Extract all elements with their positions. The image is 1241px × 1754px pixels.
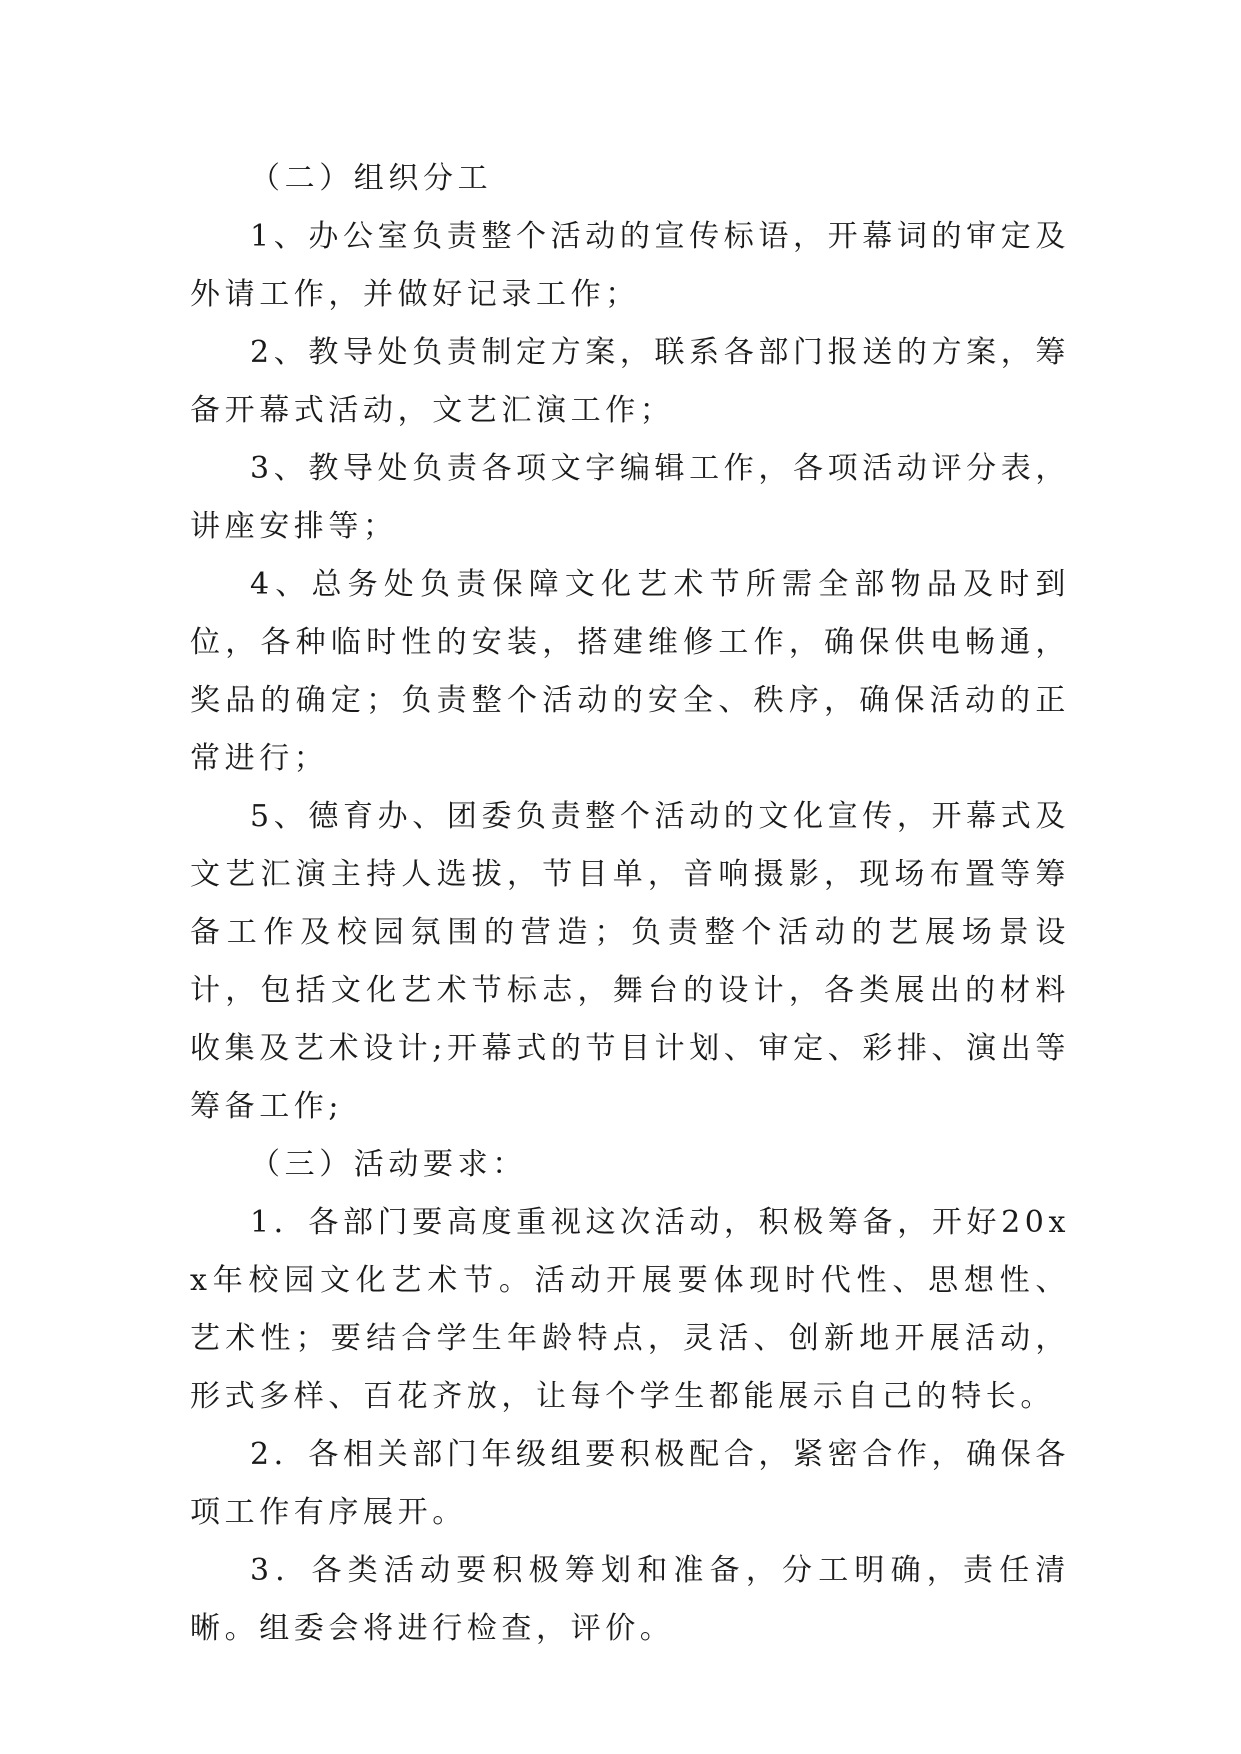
paragraph-requirement-1: 1．各部门要高度重视这次活动，积极筹备，开好20xx年校园文化艺术节。活动开展要体现时代性、思想性、艺术性；要结合学生年龄特点，灵活、创新地开展活动，形式多样、百花齐放，让每个学生都能展示自己的特长。 [190,1205,1070,1414]
paragraph-teaching-office-plan: 2、教导处负责制定方案，联系各部门报送的方案，筹备开幕式活动，文艺汇演工作； [190,335,1070,428]
paragraph-requirement-3: 3．各类活动要积极筹划和准备，分工明确，责任清晰。组委会将进行检查，评价。 [190,1553,1070,1646]
paragraph-requirement-2: 2．各相关部门年级组要积极配合，紧密合作，确保各项工作有序展开。 [190,1437,1070,1530]
paragraph-general-affairs: 4、总务处负责保障文化艺术节所需全部物品及时到位，各种临时性的安装，搭建维修工作，确保供电畅通，奖品的确定；负责整个活动的安全、秩序，确保活动的正常进行； [190,567,1070,776]
document-body [190,150,1070,1658]
paragraph-office-duty: 1、办公室负责整个活动的宣传标语，开幕词的审定及外请工作，并做好记录工作； [190,219,1070,312]
paragraph-moral-education: 5、德育办、团委负责整个活动的文化宣传，开幕式及文艺汇演主持人选拔，节目单，音响摄影，现场布置等筹备工作及校园氛围的营造；负责整个活动的艺展场景设计，包括文化艺术节标志，舞台的设计，各类展出的材料收集及艺术设计;开幕式的节目计划、审定、彩排、演出等筹备工作; [190,799,1070,1124]
section-heading-organization: （二）组织分工 [250,161,493,196]
section-heading-requirements: （三）活动要求： [250,1147,527,1182]
paragraph-teaching-office-editing: 3、教导处负责各项文字编辑工作，各项活动评分表，讲座安排等； [190,451,1070,544]
